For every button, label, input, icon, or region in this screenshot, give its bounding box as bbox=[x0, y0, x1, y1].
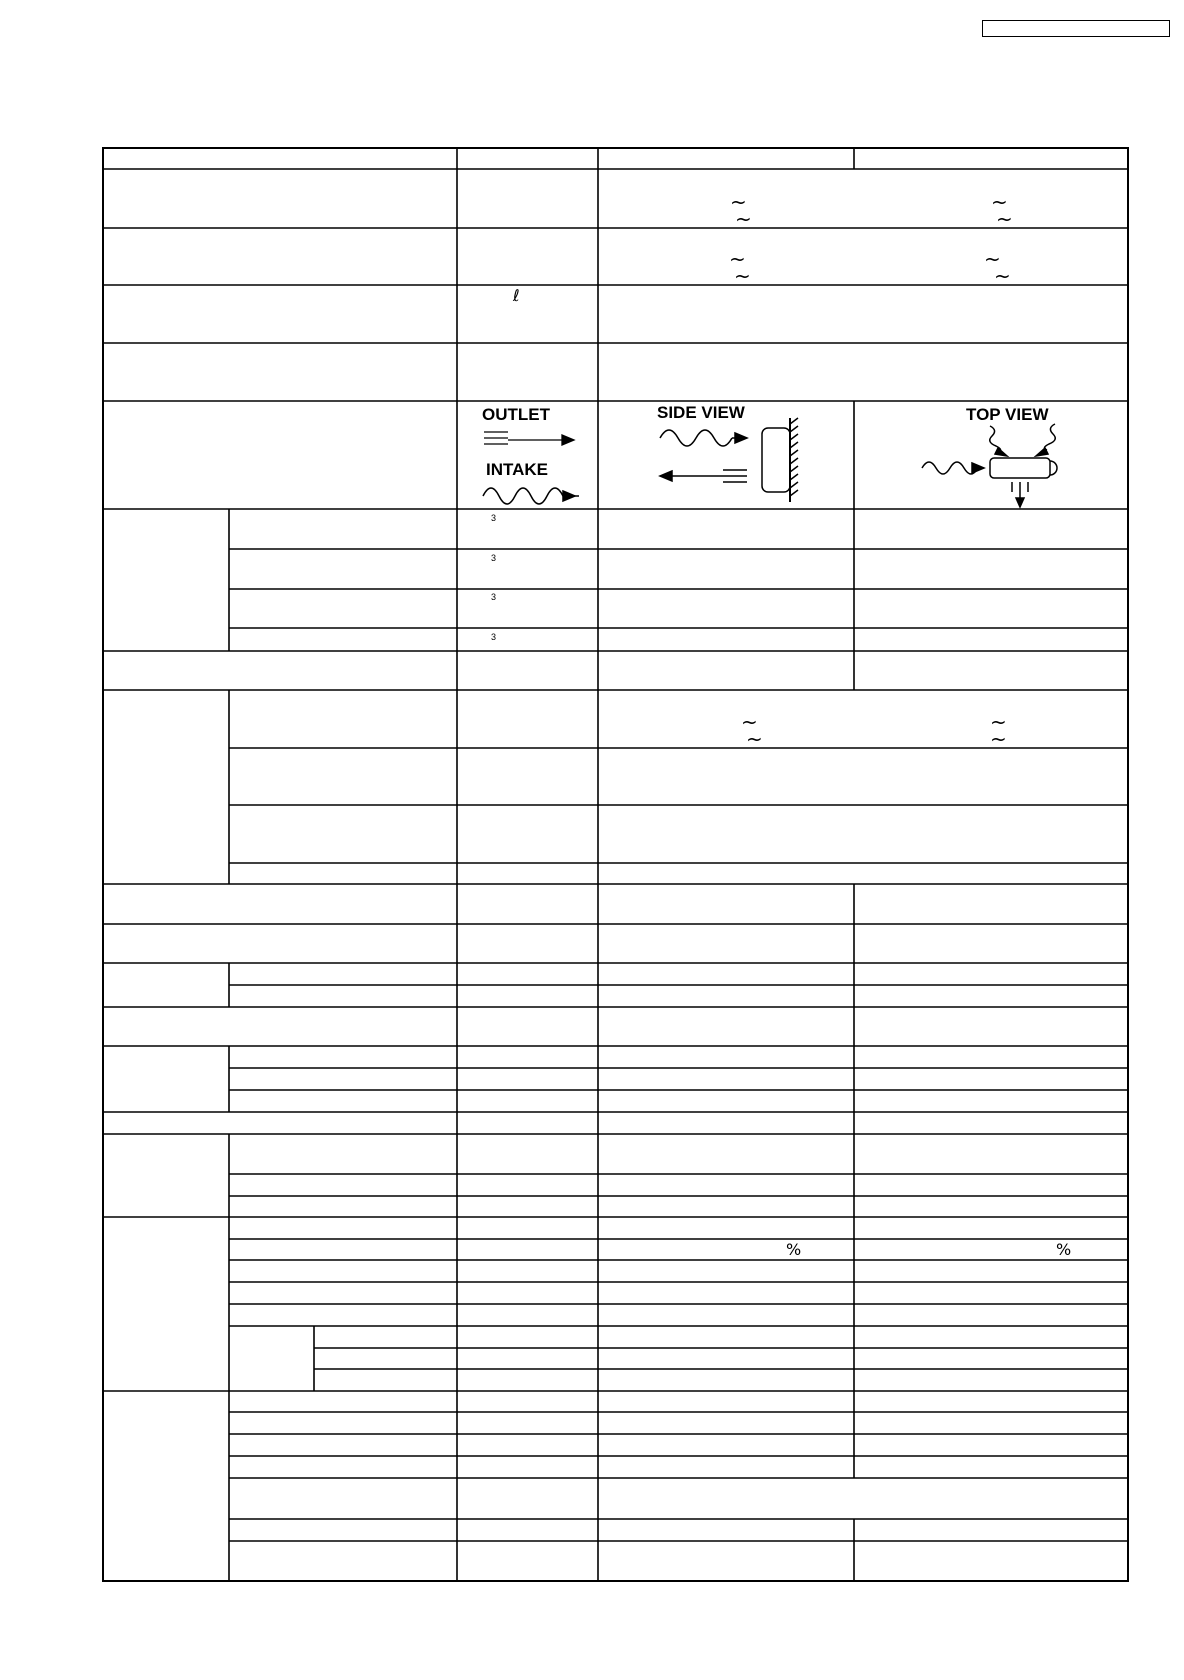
tilde-mark: ~ bbox=[734, 264, 751, 288]
tilde-mark: ~ bbox=[994, 264, 1011, 288]
litre-symbol: ℓ bbox=[513, 286, 520, 305]
outlet-label: OUTLET bbox=[482, 405, 550, 424]
airflow-diagram bbox=[482, 403, 1057, 507]
tilde-mark: ~ bbox=[729, 247, 746, 271]
tilde-mark: ~ bbox=[996, 207, 1013, 231]
tilde-mark: ~ bbox=[746, 727, 763, 751]
percent-symbol: % bbox=[1056, 1240, 1072, 1259]
tilde-mark: ~ bbox=[741, 710, 758, 734]
intake-label: INTAKE bbox=[486, 460, 549, 479]
tilde-mark: ~ bbox=[990, 710, 1007, 734]
superscript-3: 3 bbox=[491, 632, 497, 642]
tilde-mark: ~ bbox=[990, 727, 1007, 751]
side-view-label: SIDE VIEW bbox=[657, 403, 745, 422]
top-view-label: TOP VIEW bbox=[966, 405, 1049, 424]
side-view-icon bbox=[660, 418, 798, 502]
superscript-3: 3 bbox=[491, 553, 497, 563]
outlet-arrow-icon bbox=[484, 432, 574, 445]
percent-symbol: % bbox=[786, 1240, 802, 1259]
intake-arrow-icon bbox=[483, 488, 579, 504]
tilde-mark: ~ bbox=[730, 190, 747, 214]
tilde-mark: ~ bbox=[991, 190, 1008, 214]
cell-symbols bbox=[491, 190, 1071, 1259]
table-grid bbox=[103, 148, 1128, 1581]
superscript-3: 3 bbox=[491, 513, 497, 523]
top-view-icon bbox=[922, 424, 1057, 507]
tilde-mark: ~ bbox=[984, 247, 1001, 271]
superscript-3: 3 bbox=[491, 592, 497, 602]
tilde-mark: ~ bbox=[735, 207, 752, 231]
